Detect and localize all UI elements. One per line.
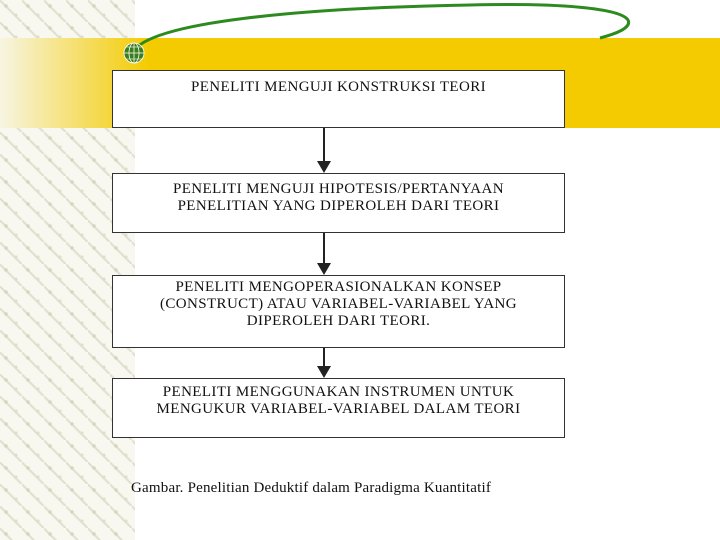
- step-box-3: [112, 275, 565, 348]
- step-box-2: [112, 173, 565, 233]
- step-box-4: [112, 378, 565, 438]
- figure-caption: Gambar. Penelitian Deduktif dalam Paradigma Kuantitatif: [131, 480, 492, 496]
- arrow-down-1: [322, 128, 326, 173]
- arrow-down-2: [322, 233, 326, 275]
- arrow-head-icon: [317, 161, 331, 173]
- globe-icon: [0, 0, 160, 80]
- step-3-line-1: PENELITI MENGOPERASIONALKAN KONSEP: [175, 279, 502, 295]
- step-4-line-1: PENELITI MENGGUNAKAN INSTRUMEN UNTUK: [162, 384, 515, 400]
- step-3-line-3: DIPEROLEH DARI TEORI.: [246, 313, 431, 329]
- step-2-line-1: PENELITI MENGUJI HIPOTESIS/PERTANYAAN: [172, 181, 505, 197]
- arrow-head-icon: [317, 366, 331, 378]
- step-box-1: [112, 70, 565, 128]
- step-1-line-1: PENELITI MENGUJI KONSTRUKSI TEORI: [191, 79, 486, 95]
- arrow-down-3: [322, 348, 326, 378]
- step-2-line-2: PENELITIAN YANG DIPEROLEH DARI TEORI: [177, 198, 500, 214]
- step-3-line-2: (CONSTRUCT) ATAU VARIABEL-VARIABEL YANG: [159, 296, 518, 312]
- arrow-head-icon: [317, 263, 331, 275]
- step-4-line-2: MENGUKUR VARIABEL-VARIABEL DALAM TEORI: [156, 401, 521, 417]
